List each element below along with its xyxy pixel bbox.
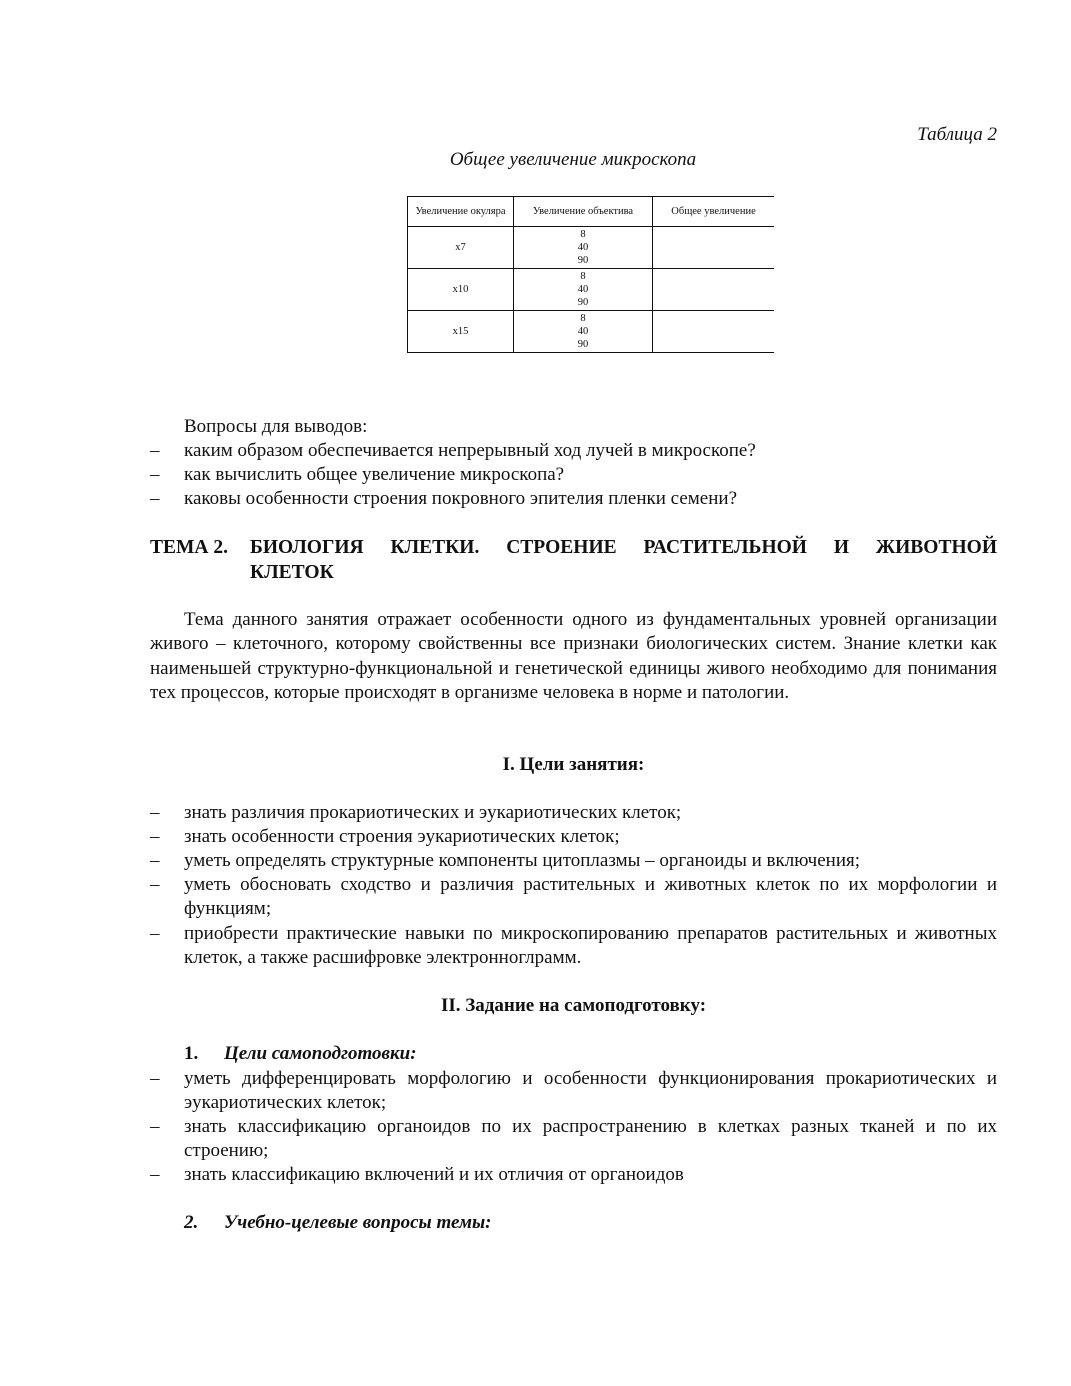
- list-item-text: приобрести практические навыки по микроскопированию препаратов растительных и животных клеток, а также расшифровке электронноглрамм.: [184, 923, 997, 968]
- topic-heading: [150, 535, 997, 585]
- subheading-number: 2.: [184, 1212, 199, 1233]
- total-cell: [653, 311, 775, 353]
- subheading-title: Учебно-целевые вопросы темы:: [224, 1212, 492, 1233]
- magnification-table: [407, 196, 774, 353]
- objective-value: 90: [577, 297, 589, 308]
- dash-bullet: –: [150, 1164, 160, 1185]
- objective-cell: [514, 227, 653, 269]
- header-eyepiece: Увеличение окуляра: [408, 197, 514, 227]
- list-item: [150, 487, 997, 511]
- objective-value: 40: [577, 242, 589, 253]
- questions-title: Вопросы для выводов:: [184, 416, 368, 437]
- list-item: [150, 825, 997, 849]
- topic-number: ТЕМА 2.: [150, 537, 228, 558]
- dash-bullet: –: [150, 440, 160, 461]
- list-item: [150, 873, 997, 921]
- list-item-text: каковы особенности строения покровного эпителия пленки семени?: [184, 488, 738, 509]
- dash-bullet: –: [150, 1116, 160, 1137]
- list-item-text: как вычислить общее увеличение микроскопа?: [184, 464, 565, 485]
- list-item-text: уметь дифференцировать морфологию и особенности функционирования прокариотических и эукариотических клеток;: [184, 1068, 997, 1113]
- list-item-text: знать классификацию органоидов по их распространению в клетках разных тканей и по их строению;: [184, 1116, 997, 1161]
- table-header-row: [408, 197, 775, 227]
- list-item-text: знать классификацию включений и их отличия от органоидов: [184, 1164, 684, 1185]
- header-objective: Увеличение объектива: [514, 197, 653, 227]
- list-item-text: каким образом обеспечивается непрерывный ход лучей в микроскопе?: [184, 440, 756, 461]
- list-item: [150, 849, 997, 873]
- dash-bullet: –: [150, 802, 160, 823]
- intro-paragraph: Тема данного занятия отражает особенности одного из фундаментальных уровней организации живого – клеточного, которому свойственны все признаки биологических систем. Знание клетки как наименьшей структурно-функциональной и генетической единицы живого необходимо для понимания тех процессов, которые происходят в организме человека в норме и патологии.: [150, 609, 997, 704]
- objective-value: 90: [577, 255, 589, 266]
- eyepiece-cell: х15: [408, 311, 514, 353]
- goals-heading: I. Цели занятия:: [502, 754, 645, 775]
- list-item: [150, 1067, 997, 1115]
- objective-value: 8: [580, 229, 586, 240]
- objective-value: 40: [577, 284, 589, 295]
- dash-bullet: –: [150, 874, 160, 895]
- header-total: Общее увеличение: [653, 197, 775, 227]
- total-cell: [653, 227, 775, 269]
- dash-bullet: –: [150, 923, 160, 944]
- dash-bullet: –: [150, 464, 160, 485]
- list-item: [150, 463, 997, 487]
- list-item-text: знать особенности строения эукариотических клеток;: [184, 826, 620, 847]
- selfprep-subheading-1: [184, 1043, 417, 1065]
- table-row: [408, 227, 775, 269]
- objective-cell: [514, 269, 653, 311]
- objective-cell: [514, 311, 653, 353]
- topic-title-line2: КЛЕТОК: [250, 562, 334, 583]
- objective-value: 8: [580, 313, 586, 324]
- list-item: [150, 801, 997, 825]
- subheading-title: Цели самоподготовки:: [224, 1043, 417, 1064]
- selfprep-heading: II. Задание на самоподготовку:: [440, 995, 707, 1016]
- list-item: [150, 922, 997, 970]
- list-item-text: уметь определять структурные компоненты цитоплазмы – органоиды и включения;: [184, 850, 861, 871]
- table-label: Таблица 2: [917, 124, 997, 145]
- table-row: [408, 311, 775, 353]
- dash-bullet: –: [150, 488, 160, 509]
- total-cell: [653, 269, 775, 311]
- objective-value: 8: [580, 271, 586, 282]
- selfprep-subheading-2: [184, 1212, 491, 1234]
- topic-intro: [150, 608, 997, 706]
- list-item-text: знать различия прокариотических и эукариотических клеток;: [184, 802, 682, 823]
- dash-bullet: –: [150, 850, 160, 871]
- topic-title-line1: БИОЛОГИЯ КЛЕТКИ. СТРОЕНИЕ РАСТИТЕЛЬНОЙ И ЖИВОТНОЙ: [250, 537, 997, 558]
- list-item: [150, 439, 997, 463]
- subheading-number: 1.: [184, 1043, 199, 1064]
- eyepiece-cell: х7: [408, 227, 514, 269]
- objective-value: 40: [577, 326, 589, 337]
- eyepiece-cell: х10: [408, 269, 514, 311]
- list-item: [150, 1115, 997, 1163]
- table-row: [408, 269, 775, 311]
- list-item-text: уметь обосновать сходство и различия растительных и животных клеток по их морфологии и функциям;: [184, 874, 997, 919]
- list-item: [150, 1163, 997, 1187]
- objective-value: 90: [577, 339, 589, 350]
- dash-bullet: –: [150, 826, 160, 847]
- dash-bullet: –: [150, 1068, 160, 1089]
- table-caption: Общее увеличение микроскопа: [449, 149, 697, 170]
